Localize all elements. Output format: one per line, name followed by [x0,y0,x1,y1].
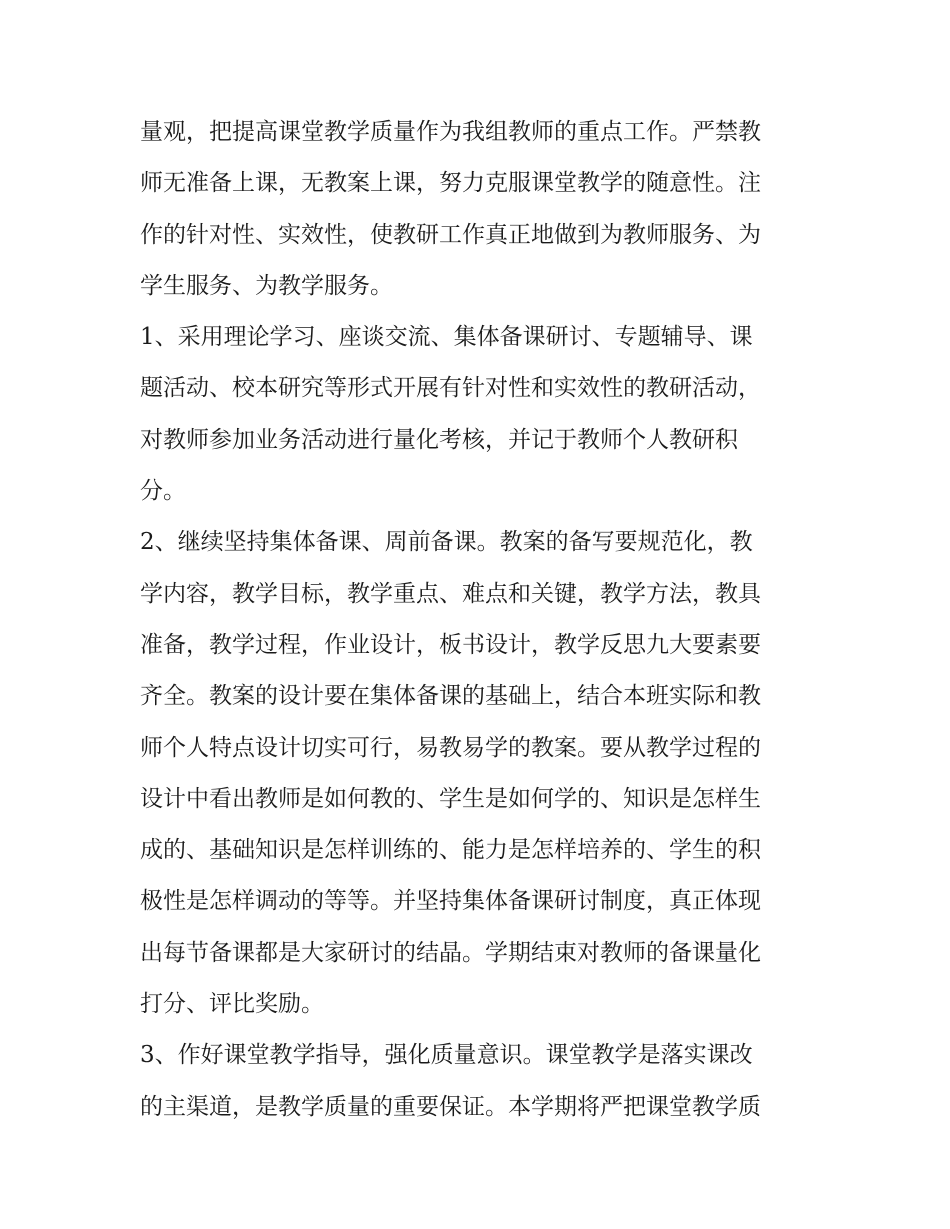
text-line: 学内容，教学目标，教学重点、难点和关键，教学方法，教具 [140,580,761,607]
text-line: 打分、评比奖励。 [140,991,324,1018]
text-line: 出每节备课都是大家研讨的结晶。学期结束对教师的备课量化 [140,939,761,966]
document-body [140,107,830,1133]
text-line: 的主渠道，是教学质量的重要保证。本学期将严把课堂教学质 [140,1093,761,1120]
text-line: 成的、基础知识是怎样训练的、能力是怎样培养的、学生的积 [140,837,761,864]
text-line: 2、继续坚持集体备课、周前备课。教案的备写要规范化，教 [140,529,753,556]
text-line: 师个人特点设计切实可行，易教易学的教案。要从教学过程的 [140,734,761,761]
text-line: 作的针对性、实效性，使教研工作真正地做到为教师服务、为 [140,221,761,248]
text-line: 学生服务、为教学服务。 [140,272,393,299]
text-line: 3、作好课堂教学指导，强化质量意识。课堂教学是落实课改 [140,1042,753,1069]
text-line: 设计中看出教师是如何教的、学生是如何学的、知识是怎样生 [140,785,761,812]
text-line: 1、采用理论学习、座谈交流、集体备课研讨、专题辅导、课 [140,324,753,351]
text-line: 对教师参加业务活动进行量化考核，并记于教师个人教研积 [140,426,738,453]
text-line: 极性是怎样调动的等等。并坚持集体备课研讨制度，真正体现 [140,888,761,915]
text-line: 分。 [140,478,186,505]
text-line: 师无准备上课，无教案上课，努力克服课堂教学的随意性。注 [140,170,761,197]
text-line: 齐全。教案的设计要在集体备课的基础上，结合本班实际和教 [140,683,761,710]
text-line: 题活动、校本研究等形式开展有针对性和实效性的教研活动， [140,375,761,402]
text-line: 准备，教学过程，作业设计，板书设计，教学反思九大要素要 [140,631,761,658]
text-line: 量观，把提高课堂教学质量作为我组教师的重点工作。严禁教 [140,119,761,145]
